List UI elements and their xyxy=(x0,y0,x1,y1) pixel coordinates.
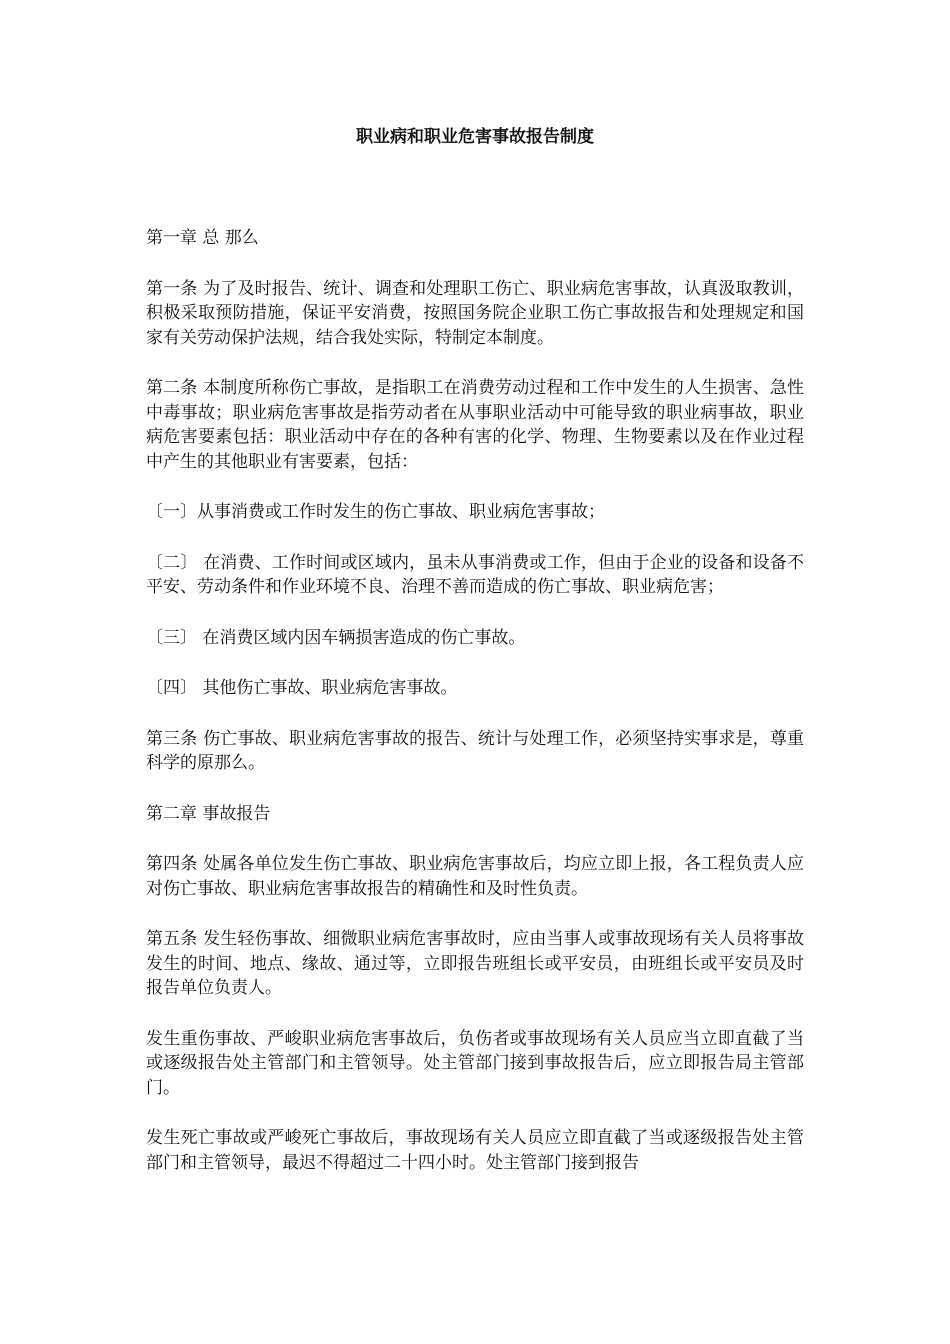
list-item: 〔二〕 在消费、工作时间或区域内，虽未从事消费或工作，但由于企业的设备和设备不平安、劳动条件和作业环境不良、治理不善而造成的伤亡事故、职业病危害； xyxy=(146,552,804,597)
paragraph: 发生重伤事故、严峻职业病危害事故后，负伤者或事故现场有关人员应当立即直截了当或逐级报告处主管部门和主管领导。处主管部门接到事故报告后，应立即报告局主管部门。 xyxy=(146,1028,804,1098)
document-title: 职业病和职业危害事故报告制度 xyxy=(356,127,594,147)
document-body xyxy=(146,226,804,1201)
list-item: 〔一〕从事消费或工作时发生的伤亡事故、职业病危害事故； xyxy=(146,502,605,522)
chapter-heading: 第二章 事故报告 xyxy=(146,803,271,824)
paragraph: 第四条 处属各单位发生伤亡事故、职业病危害事故后，均应立即上报，各工程负责人应对伤亡事故、职业病危害事故报告的精确性和及时性负责。 xyxy=(146,854,804,899)
paragraph: 第二条 本制度所称伤亡事故，是指职工在消费劳动过程和工作中发生的人生损害、急性中毒事故；职业病危害事故是指劳动者在从事职业活动中可能导致的职业病事故，职业病危害要素包括：职业活动中存在的各种有害的化学、物理、生物要素以及在作业过程中产生的其他职业有害要素，包括： xyxy=(146,378,804,472)
paragraph: 第三条 伤亡事故、职业病危害事故的报告、统计与处理工作，必须坚持实事求是，尊重科学的原那么。 xyxy=(146,728,804,773)
paragraph: 第一条 为了及时报告、统计、调查和处理职工伤亡、职业病危害事故，认真汲取教训，积极采取预防措施，保证平安消费，按照国务院企业职工伤亡事故报告和处理规定和国家有关劳动保护法规，结合我处实际，特制定本制度。 xyxy=(146,278,804,348)
paragraph: 第五条 发生轻伤事故、细微职业病危害事故时，应由当事人或事故现场有关人员将事故发生的时间、地点、缘故、通过等，立即报告班组长或平安员，由班组长或平安员及时报告单位负责人。 xyxy=(146,929,804,998)
list-item: 〔四〕 其他伤亡事故、职业病危害事故。 xyxy=(146,678,458,698)
list-item: 〔三〕 在消费区域内因车辆损害造成的伤亡事故。 xyxy=(146,627,526,648)
paragraph: 发生死亡事故或严峻死亡事故后，事故现场有关人员应立即直截了当或逐级报告处主管部门和主管领导，最迟不得超过二十四小时。处主管部门接到报告 xyxy=(146,1128,804,1173)
chapter-heading: 第一章 总 那么 xyxy=(146,228,259,248)
